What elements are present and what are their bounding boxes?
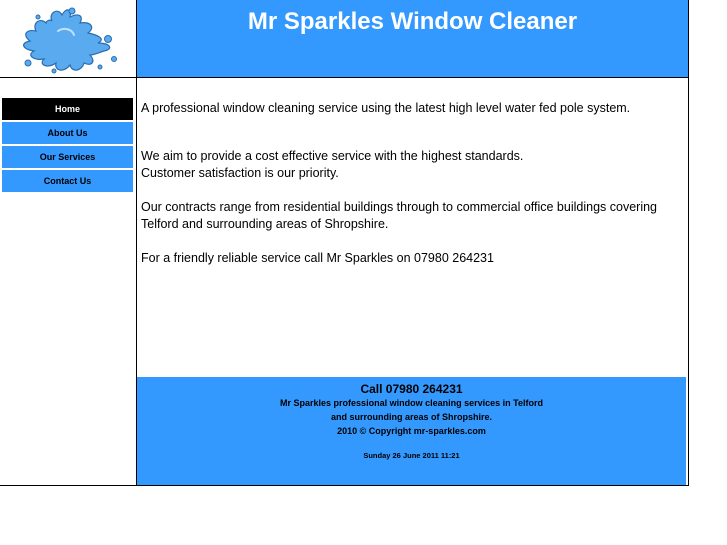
splash-logo-icon: [14, 3, 120, 75]
call-text: For a friendly reliable service call Mr Sparkles on 07980 264231: [141, 251, 494, 265]
footer-call: Call 07980 264231: [360, 382, 463, 396]
footer-line-2: and surrounding areas of Shropshire.: [330, 412, 493, 422]
contracts-text: Our contracts range from residential buildings through to commercial office buildings covering Telford and surrounding areas of Shropshire.: [141, 200, 657, 231]
nav-item-contact-us[interactable]: Contact Us: [2, 170, 133, 192]
footer-line-1: Mr Sparkles professional window cleaning services in Telford: [280, 398, 543, 408]
intro-text: A professional window cleaning service using the latest high level water fed pole system.: [141, 101, 631, 115]
main-nav: [2, 98, 133, 194]
footer-date: Sunday 26 June 2011 11:21: [363, 451, 460, 460]
nav-item-our-services[interactable]: Our Services: [2, 146, 133, 168]
nav-item-about-us[interactable]: About Us: [2, 122, 133, 144]
footer: [137, 377, 686, 485]
logo: [0, 0, 137, 78]
page-title: Mr Sparkles Window Cleaner: [247, 8, 578, 35]
aim-text: We aim to provide a cost effective service with the highest standards.: [141, 149, 524, 163]
header: [137, 0, 688, 78]
footer-copyright: 2010 © Copyright mr-sparkles.com: [337, 426, 486, 436]
sidebar: [0, 78, 137, 485]
nav-item-home[interactable]: Home: [2, 98, 133, 120]
satisfaction-text: Customer satisfaction is our priority.: [141, 166, 339, 180]
